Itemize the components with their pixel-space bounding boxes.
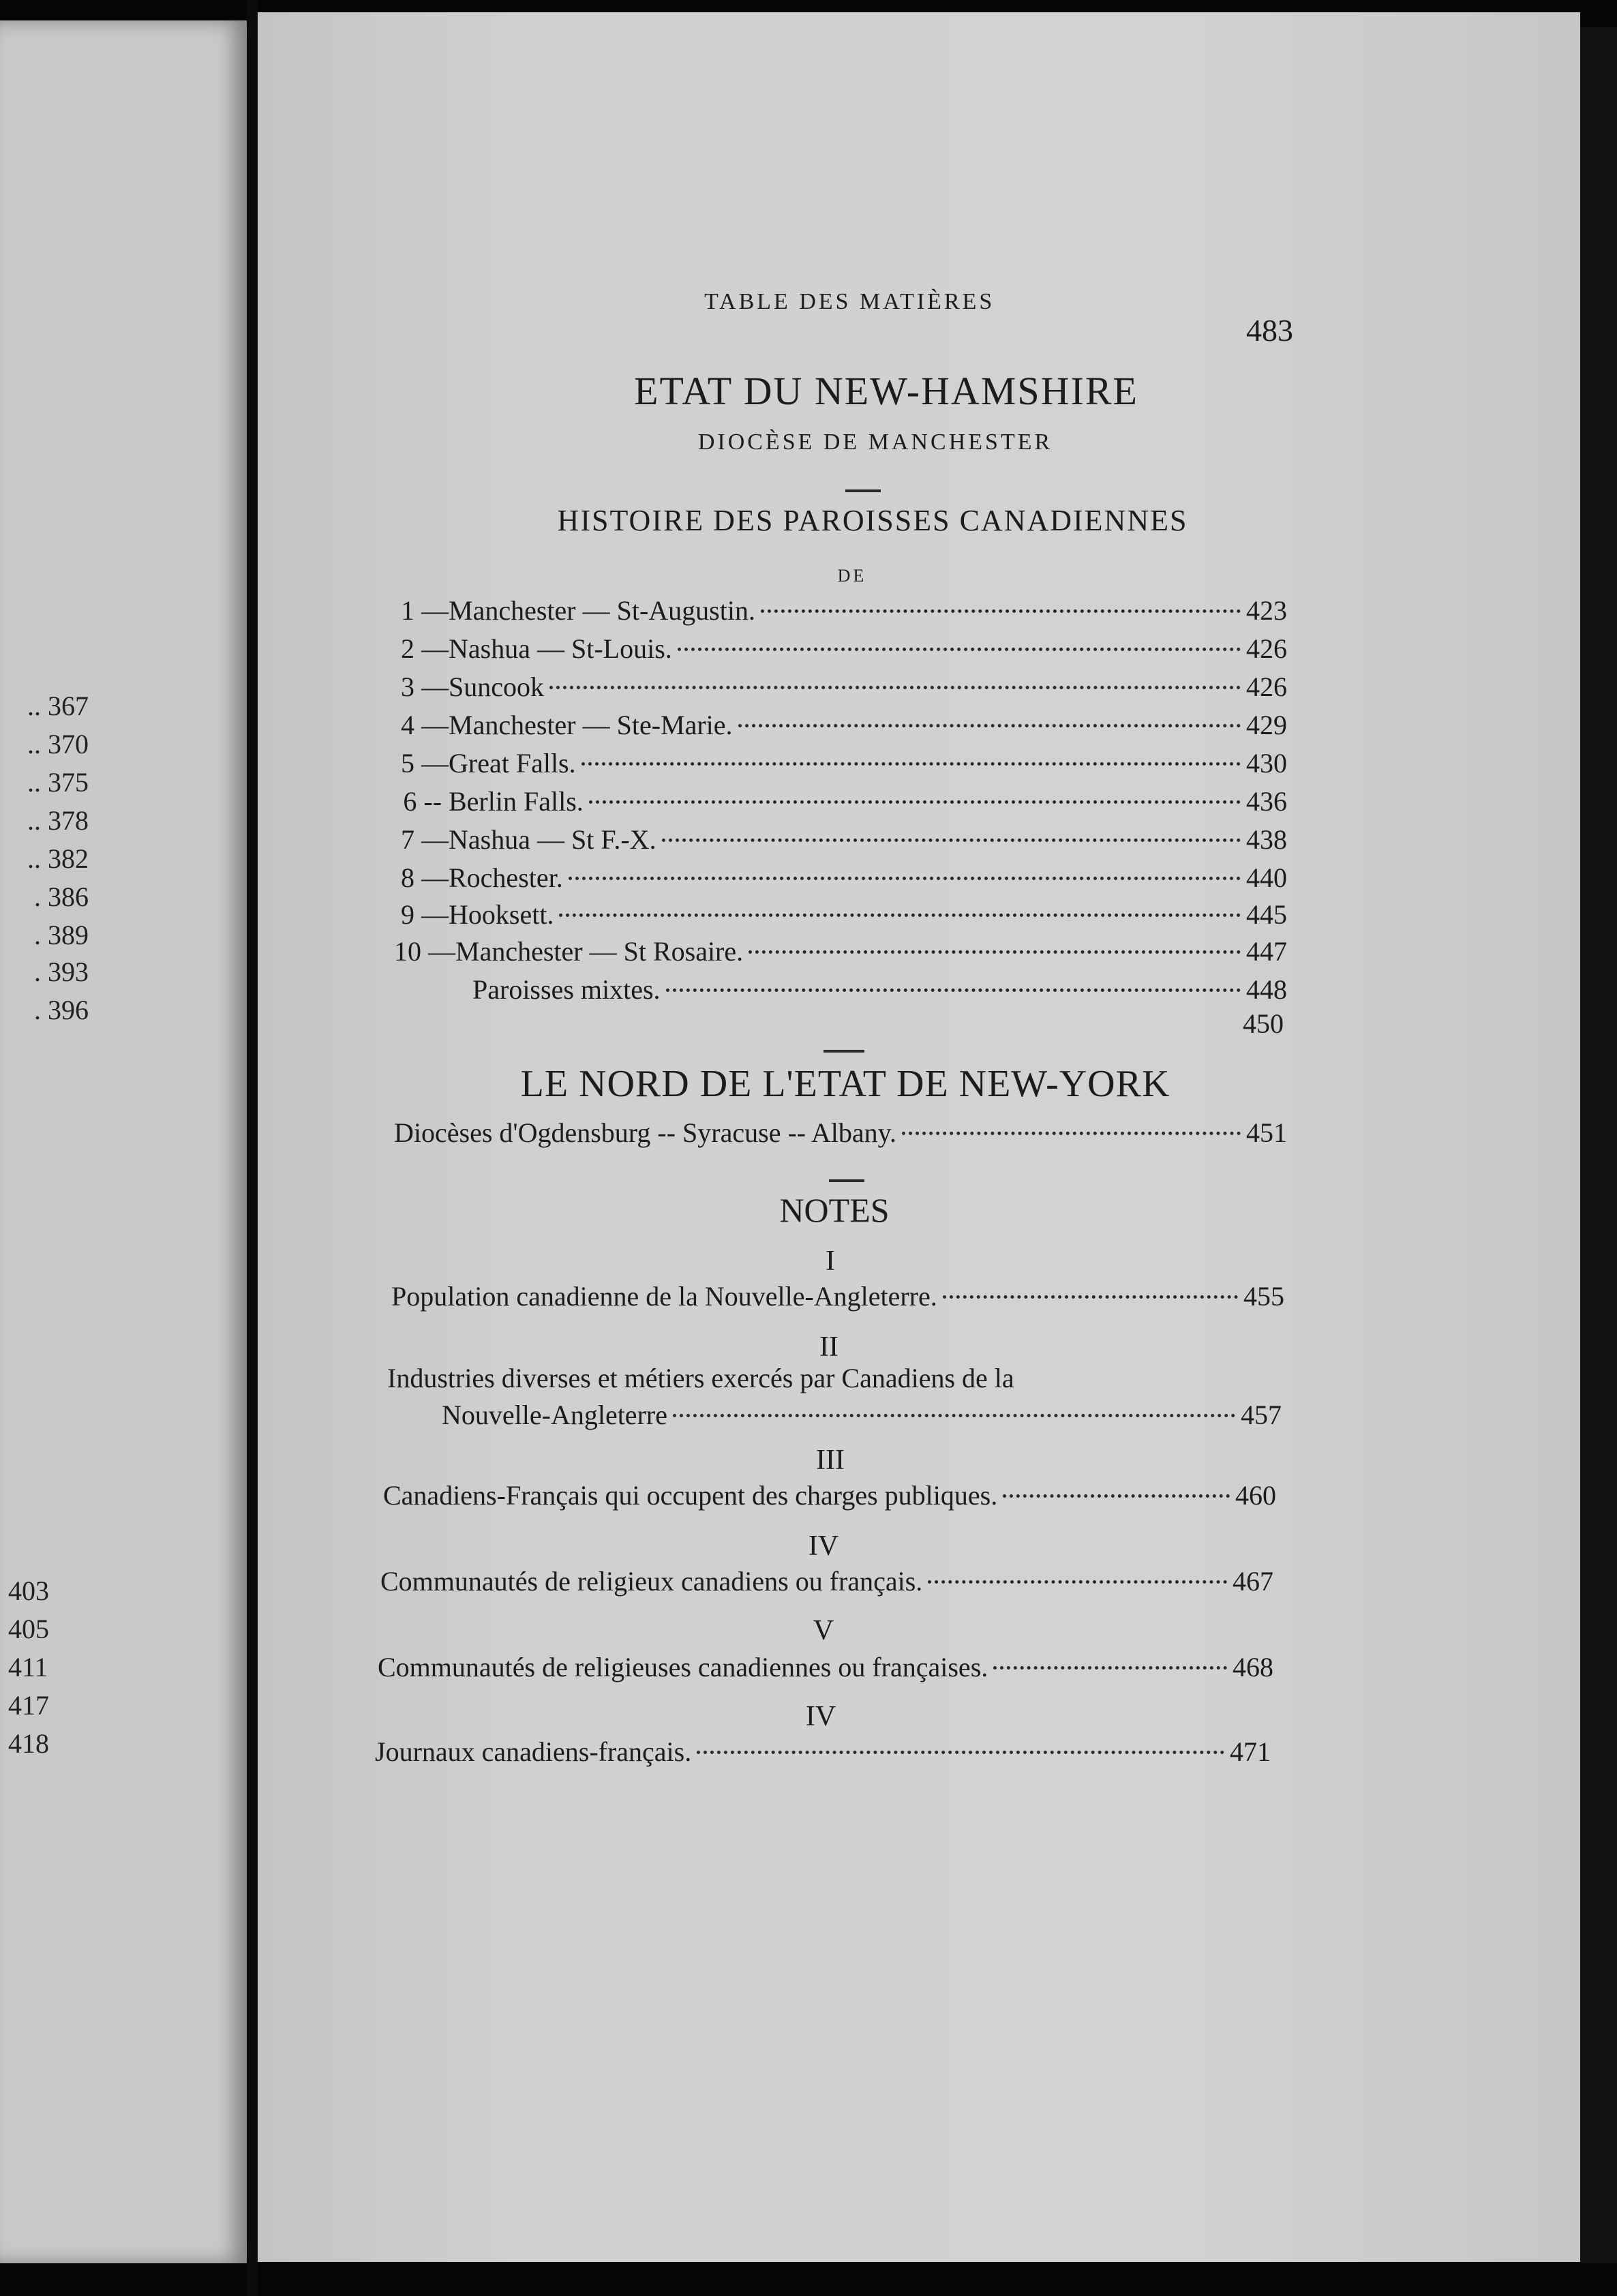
entry-label: Manchester — Ste-Marie. [449, 710, 733, 740]
left-page-number: .. 378 [27, 805, 89, 836]
section-heading: HISTOIRE DES PAROISSES CANADIENNES [557, 504, 1188, 537]
left-page-number: 403 [8, 1575, 49, 1606]
toc-entry[interactable] [401, 862, 1287, 894]
toc-entry[interactable] [401, 633, 1287, 665]
entry-label: Communautés de religieux canadiens ou français. [380, 1566, 923, 1597]
entry-label: Berlin Falls. [449, 786, 584, 817]
leader-dots [559, 913, 1241, 917]
entry-number: 1 — [401, 595, 449, 626]
roman-numeral: II [819, 1331, 838, 1363]
entry-label: Nashua — St F.-X. [449, 824, 656, 855]
left-page-number: . 396 [34, 995, 89, 1025]
note-entry[interactable] [375, 1736, 1271, 1768]
note-entry[interactable] [391, 1280, 1284, 1312]
entry-label: Population canadienne de la Nouvelle-Angleterre. [391, 1281, 937, 1312]
note-entry[interactable] [442, 1399, 1282, 1431]
leader-dots [569, 877, 1241, 880]
leader-dots [761, 609, 1241, 613]
entry-number: 5 — [401, 748, 449, 779]
left-page-number: .. 370 [27, 729, 89, 759]
roman-numeral: IV [805, 1701, 836, 1732]
entry-label: Nashua — St-Louis. [449, 633, 672, 664]
leader-dots [549, 686, 1241, 689]
entry-page: 471 [1230, 1736, 1271, 1767]
entry-label: Paroisses mixtes. [472, 974, 661, 1005]
left-page-number: 418 [8, 1728, 49, 1759]
entry-number: 3 — [401, 671, 449, 702]
roman-numeral: I [826, 1245, 835, 1277]
entry-page: 460 [1235, 1480, 1276, 1511]
left-page-number: . 393 [34, 956, 89, 987]
leader-dots [589, 800, 1241, 804]
left-page-number: .. 382 [27, 843, 89, 874]
roman-numeral: V [813, 1615, 834, 1646]
running-title: TABLE DES MATIÈRES [704, 289, 995, 314]
toc-entry[interactable] [401, 671, 1287, 703]
entry-number: 8 — [401, 862, 449, 893]
leader-dots [902, 1132, 1241, 1135]
notes-title: NOTES [779, 1191, 890, 1229]
entry-page: 447 [1246, 936, 1287, 967]
toc-entry[interactable] [401, 898, 1287, 931]
leader-dots [993, 1666, 1227, 1670]
short-rule [823, 1050, 864, 1053]
leader-dots [673, 1414, 1235, 1417]
entry-label: Journaux canadiens-français. [375, 1736, 692, 1767]
entry-label: Communautés de religieuses canadiennes ou françaises. [378, 1652, 988, 1682]
leader-dots [666, 988, 1241, 992]
roman-numeral: IV [808, 1530, 839, 1562]
entry-page: 448 [1246, 974, 1287, 1005]
toc-entry[interactable] [472, 973, 1287, 1006]
left-page-number: 417 [8, 1690, 49, 1721]
toc-entry[interactable] [401, 785, 1287, 817]
entry-label: Industries diverses et métiers exercés par Canadiens de la [387, 1363, 1014, 1393]
entry-page: 440 [1246, 862, 1287, 893]
entry-label: Manchester — St-Augustin. [449, 595, 755, 626]
trailing-page-number: 450 [1243, 1008, 1284, 1039]
entry-label: Manchester — St Rosaire. [455, 936, 744, 967]
page-number: 483 [1246, 313, 1293, 348]
book-gutter [247, 0, 258, 2296]
entry-number: 4 — [401, 710, 449, 740]
left-page-number: 405 [8, 1614, 49, 1644]
note-entry[interactable] [378, 1651, 1273, 1683]
section-title: LE NORD DE L'ETAT DE NEW-YORK [520, 1063, 1170, 1105]
entry-page: 426 [1246, 633, 1287, 664]
toc-entry[interactable] [401, 594, 1287, 626]
entry-number: 2 — [401, 633, 449, 664]
entry-label: Diocèses d'Ogdensburg -- Syracuse -- Albany. [394, 1117, 897, 1148]
entry-page: 436 [1246, 786, 1287, 817]
left-page-number: 411 [8, 1652, 48, 1682]
entry-label: Nouvelle-Angleterre [442, 1400, 667, 1430]
toc-entry[interactable] [401, 824, 1287, 856]
entry-page: 430 [1246, 748, 1287, 779]
toc-entry[interactable] [394, 1117, 1287, 1149]
heading-connector: DE [837, 566, 867, 586]
section-subtitle: DIOCÈSE DE MANCHESTER [697, 429, 1053, 455]
leader-dots [678, 648, 1241, 651]
entry-page: 426 [1246, 671, 1287, 702]
entry-label: Suncook [449, 671, 544, 702]
toc-entry[interactable] [394, 935, 1287, 967]
entry-label: Canadiens-Français qui occupent des charges publiques. [383, 1480, 998, 1511]
entry-page: 445 [1246, 899, 1287, 930]
entry-page: 457 [1241, 1400, 1282, 1430]
entry-number: 6 -- [403, 786, 442, 817]
roman-numeral: III [816, 1445, 845, 1476]
entry-number: 10 — [394, 936, 455, 967]
right-page [258, 12, 1580, 2262]
leader-dots [749, 950, 1241, 954]
leader-dots [1003, 1494, 1230, 1498]
note-entry[interactable] [383, 1479, 1276, 1511]
leader-dots [581, 762, 1241, 766]
leader-dots [928, 1580, 1227, 1584]
entry-page: 429 [1246, 710, 1287, 740]
note-entry[interactable] [380, 1565, 1273, 1597]
entry-label: Hooksett. [449, 899, 554, 930]
entry-number: 7 — [401, 824, 449, 855]
page-edge [1580, 27, 1617, 2263]
entry-page: 468 [1233, 1652, 1273, 1682]
toc-entry[interactable] [401, 709, 1287, 741]
left-page [0, 20, 247, 2263]
leader-dots [697, 1751, 1224, 1754]
leader-dots [738, 724, 1241, 727]
left-page-number: .. 375 [27, 767, 89, 798]
toc-entry[interactable] [401, 747, 1287, 779]
short-rule [845, 489, 881, 492]
section-title: ETAT DU NEW-HAMSHIRE [634, 369, 1138, 413]
leader-dots [943, 1295, 1238, 1299]
entry-page: 451 [1246, 1117, 1287, 1148]
left-page-number: . 389 [34, 920, 89, 950]
entry-page: 423 [1246, 595, 1287, 626]
left-page-number: .. 367 [27, 691, 89, 721]
entry-label: Great Falls. [449, 748, 576, 779]
entry-page: 438 [1246, 824, 1287, 855]
left-page-number: . 386 [34, 881, 89, 912]
entry-number: 9 — [401, 899, 449, 930]
entry-page: 455 [1243, 1281, 1284, 1312]
leader-dots [662, 839, 1241, 842]
short-rule [829, 1179, 864, 1182]
entry-page: 467 [1233, 1566, 1273, 1597]
entry-label: Rochester. [449, 862, 563, 893]
